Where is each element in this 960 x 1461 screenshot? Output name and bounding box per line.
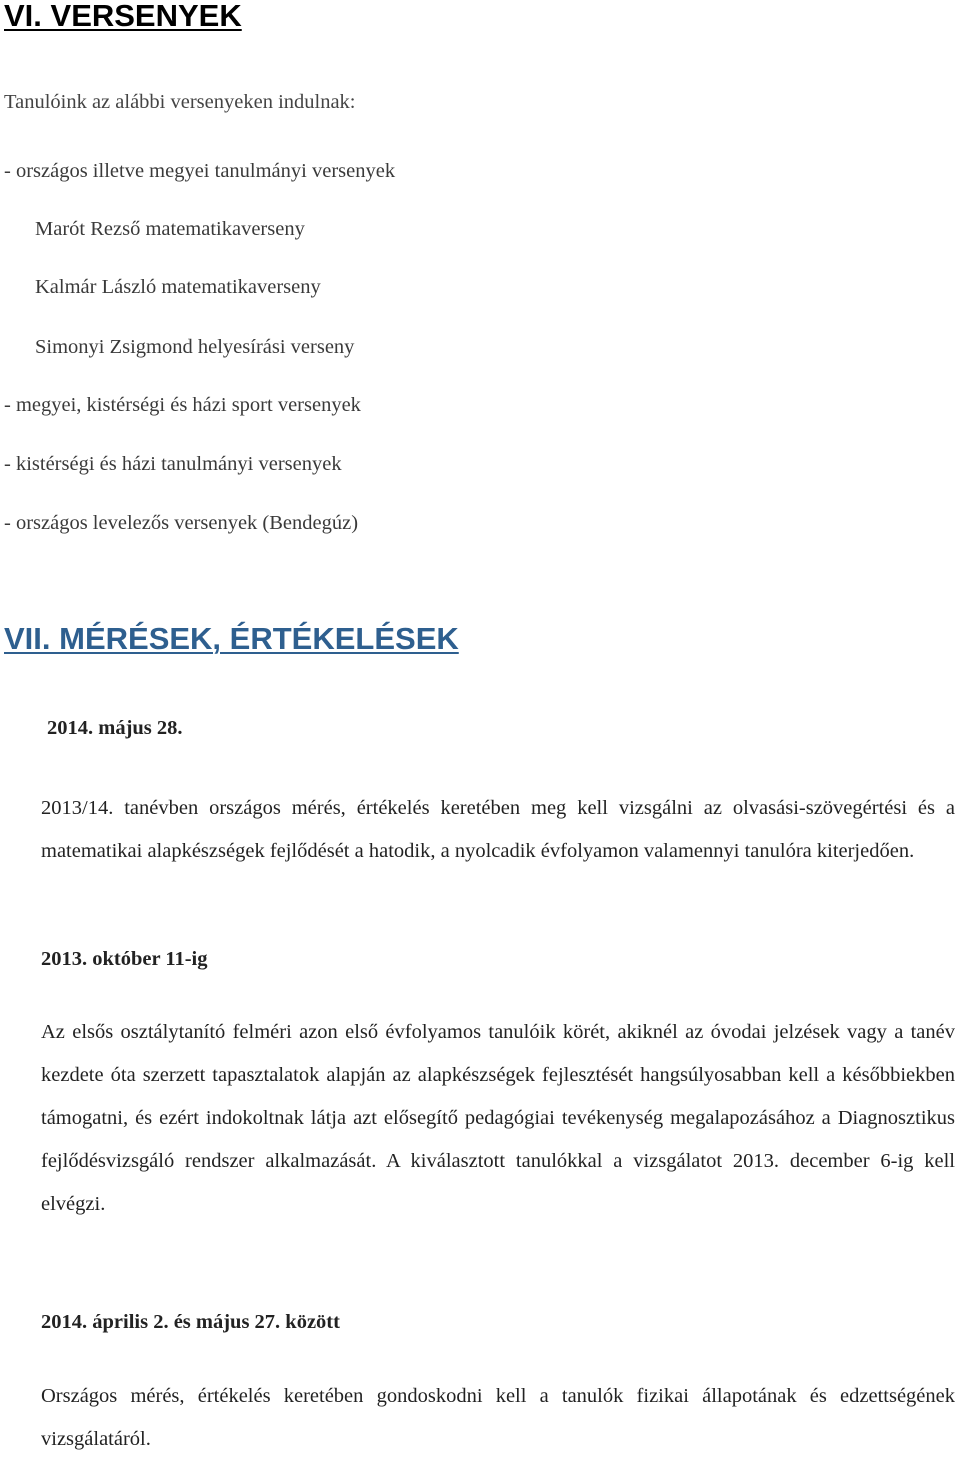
paragraph: Országos mérés, értékelés keretében gondoskodni kell a tanulók fizikai állapotának és edzettségének vizsgálatáról. (41, 1385, 955, 1450)
paragraph: 2013/14. tanévben országos mérés, értékelés keretében meg kell vizsgálni az olvasási-szövegértési és a matematikai alapkészségek fejlődését a hatodik, a nyolcadik évfolyamon valamennyi tanulóra kiterjedően. (41, 797, 955, 862)
section-heading-meresek: VII. MÉRÉSEK, ÉRTÉKELÉSEK (4, 621, 459, 656)
list-item: - megyei, kistérségi és házi sport versenyek (4, 394, 361, 416)
section-heading-versenyek: VI. VERSENYEK (4, 0, 242, 33)
paragraph: Az elsős osztálytanító felméri azon első évfolyamos tanulóik körét, akiknél az óvodai jelzések vagy a tanév kezdete óta szerzett tapasztalatok alapján az alapkészségek fejlesztését hangsúlyosabban kell a későbbiekben támogatni, és ezért indokoltnak látja azt elősegítő pedagógiai tevékenység megalapozásához a Diagnosztikus fejlődésvizsgáló rendszer alkalmazását. A kiválasztott tanulókkal a vizsgálatot 2013. december 6-ig kell elvégzi. (41, 1021, 955, 1215)
date-heading: 2013. október 11-ig (41, 948, 208, 970)
date-heading: 2014. május 28. (47, 717, 183, 739)
intro-text: Tanulóink az alábbi versenyeken indulnak: (4, 91, 356, 113)
list-item: - országos levelezős versenyek (Bendegúz) (4, 512, 359, 534)
date-heading: 2014. április 2. és május 27. között (41, 1311, 340, 1333)
list-item: Kalmár László matematikaverseny (35, 276, 321, 298)
list-item: Simonyi Zsigmond helyesírási verseny (35, 336, 355, 358)
list-item: - kistérségi és házi tanulmányi versenyek (4, 453, 342, 475)
list-item: - országos illetve megyei tanulmányi versenyek (4, 160, 396, 182)
list-item: Marót Rezső matematikaverseny (35, 218, 305, 240)
